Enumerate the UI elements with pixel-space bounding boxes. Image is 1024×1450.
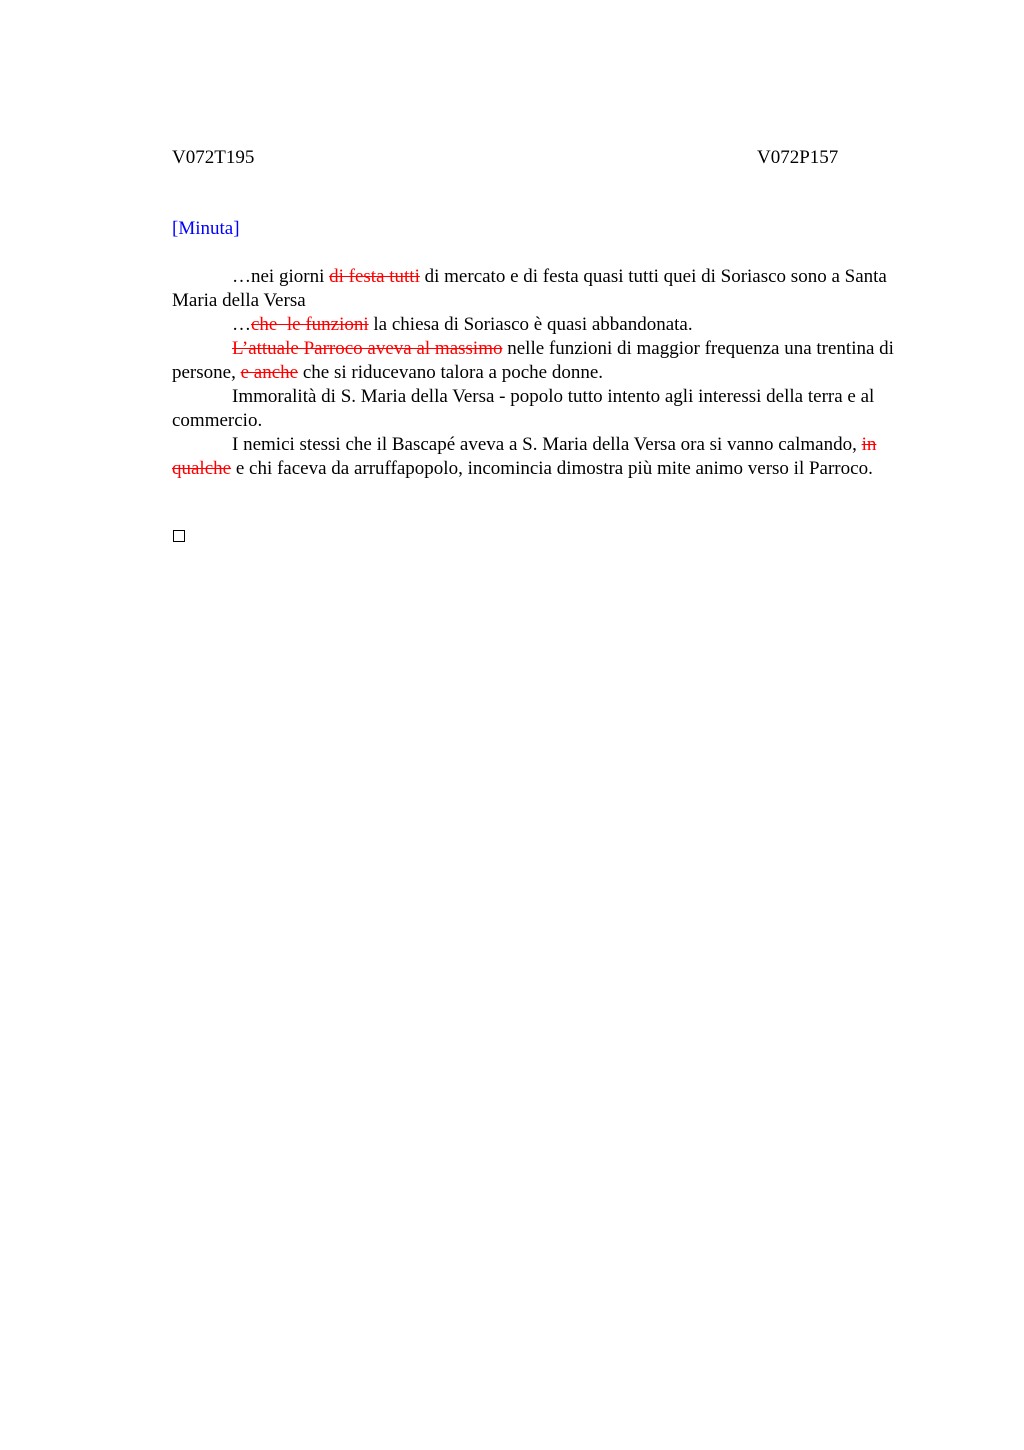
paragraph-text: nelle funzioni di maggior frequenza una trentina di persone,	[172, 338, 894, 383]
volume-text-code: V072T195	[172, 147, 255, 168]
document-header	[172, 147, 914, 171]
deleted-text: che le funzioni	[251, 314, 369, 335]
paragraph-text: I nemici stessi che il Bascapé aveva a S. Maria della Versa ora si vanno calmando,	[232, 434, 862, 455]
deleted-text: in qualche	[172, 434, 877, 479]
paragraph-text: …	[232, 314, 251, 335]
paragraph-3	[172, 337, 914, 385]
deleted-text: L’attuale Parroco aveva al massimo	[232, 338, 503, 359]
paragraph-text: …nei giorni	[232, 266, 330, 287]
paragraph-5	[172, 433, 914, 481]
paragraph-text: di mercato e di festa quasi tutti quei di Soriasco sono a Santa Maria della Versa	[172, 266, 887, 311]
deleted-text: di festa tutti	[329, 266, 420, 287]
deleted-text: e anche	[240, 362, 299, 383]
box-icon	[173, 530, 185, 542]
paragraph-text: e chi faceva da arruffapopolo, incomincia dimostra più mite animo verso il Parroco.	[231, 458, 873, 479]
document-body	[172, 265, 914, 481]
paragraph-1	[172, 265, 914, 313]
paragraph-4	[172, 385, 914, 433]
paragraph-text: che si riducevano talora a poche donne.	[298, 362, 604, 383]
paragraph-text: Immoralità di S. Maria della Versa - popolo tutto intento agli interessi della terra e al commercio.	[172, 386, 875, 431]
minuta-label: [Minuta]	[172, 218, 240, 239]
paragraph-text: la chiesa di Soriasco è quasi abbandonata.	[368, 314, 693, 335]
volume-page-code: V072P157	[757, 147, 839, 168]
paragraph-2	[172, 313, 914, 337]
